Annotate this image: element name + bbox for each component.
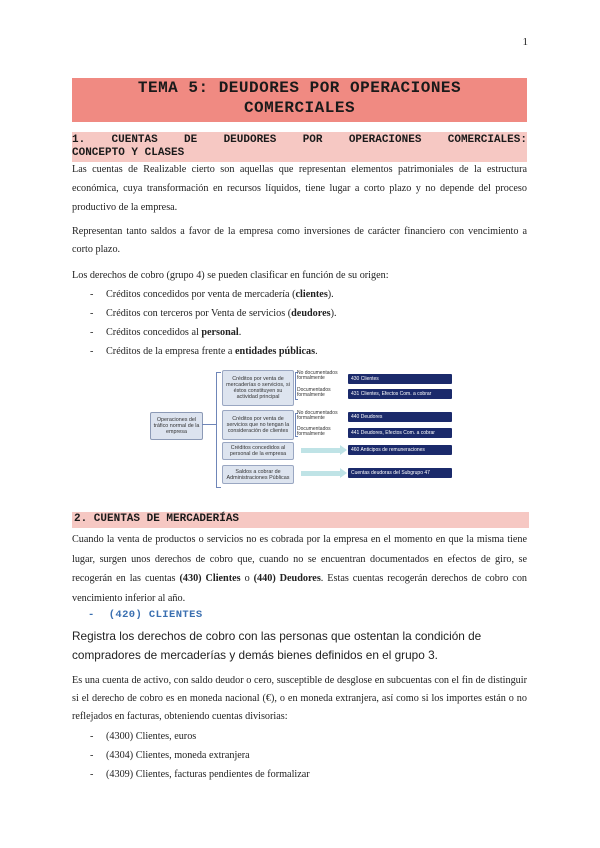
diagram-account-box: 460 Anticipos de remuneraciones: [348, 445, 452, 455]
list-item: - Créditos concedidos al personal.: [90, 327, 242, 338]
subaccounts-list: [72, 727, 527, 784]
list-item: - (4304) Clientes, moneda extranjera: [90, 750, 250, 761]
diagram-account-box: 441 Deudores, Efectos Com. a cobrar: [348, 428, 452, 438]
diagram-sub-label: No documentados formalmente: [297, 370, 338, 381]
diagram-sub-label: No documentados formalmente: [297, 410, 338, 421]
diagram-sub-label: Documentados formalmente: [297, 426, 331, 437]
diagram-category-box: Créditos por venta de servicios que no tengan la consideración de clientes: [222, 410, 294, 440]
heading-word: 1.: [72, 134, 86, 146]
heading-word: CUENTAS: [111, 134, 158, 146]
page-title: [72, 78, 527, 122]
list-item: - Créditos concedidos por venta de mercadería (clientes).: [90, 289, 334, 300]
paragraph: Los derechos de cobro (grupo 4) se pueden clasificar en función de su origen:: [72, 270, 389, 281]
list-item: - (4300) Clientes, euros: [90, 731, 197, 742]
paragraph: Cuando la venta de productos o servicios no es cobrada por la empresa en el momento en que la misma tiene lugar, surgen unos derechos de cobro que, cuando no se encuentran documentados en efectos de giro, se recogerán en las cuentas (430) Clientes o (440) Deudores. Estas cuentas recogerán derechos de cobro con vencimiento inferior al año.: [72, 534, 528, 604]
heading-word: DE: [184, 134, 198, 146]
section-1-heading: [72, 132, 527, 162]
list-item: - Créditos de la empresa frente a entidades públicas.: [90, 346, 318, 357]
paragraph: Representan tanto saldos a favor de la empresa como inversiones de carácter financiero con vencimiento a corto plazo.: [72, 226, 527, 255]
credit-classification-diagram: [150, 368, 453, 490]
heading-word: OPERACIONES: [348, 134, 422, 146]
paragraph: Es una cuenta de activo, con saldo deudor o cero, susceptible de desglose en subcuentas con el fin de distinguir si el derecho de cobro es en moneda nacional (€), o en moneda extranjera, así como si los importes están o no reflejados en facturas, obteniendo cuentas divisorias:: [72, 675, 527, 722]
list-item: - (4309) Clientes, facturas pendientes de formalizar: [90, 769, 310, 780]
heading-word: COMERCIALES:: [447, 134, 527, 146]
credit-types-list: [72, 285, 527, 361]
diagram-arrow: [301, 448, 341, 453]
diagram-bracket: [216, 372, 221, 488]
diagram-category-box: Créditos concedidos al personal de la empresa: [222, 442, 294, 460]
heading-word: POR: [302, 134, 323, 146]
heading-word: DEUDORES: [223, 134, 277, 146]
diagram-category-box: Saldos a cobrar de Administraciones Públicas: [222, 465, 294, 484]
diagram-account-box: Cuentas deudoras del Subgrupo 47: [348, 468, 452, 478]
diagram-account-box: 431 Clientes, Efectos Com. a cobrar: [348, 389, 452, 399]
diagram-arrow: [301, 471, 341, 476]
subheading-clientes: - (420) CLIENTES: [88, 609, 203, 621]
diagram-root-box: Operaciones del tráfico normal de la empresa: [150, 412, 203, 440]
title-line-2: COMERCIALES: [243, 99, 356, 117]
diagram-account-box: 440 Deudores: [348, 412, 452, 422]
section-2-heading: 2. CUENTAS DE MERCADERÍAS: [72, 512, 529, 528]
diagram-sub-label: Documentados formalmente: [297, 387, 331, 398]
diagram-connector: [202, 424, 216, 425]
paragraph: Registra los derechos de cobro con las personas que ostentan la condición de compradores de mercaderías y demás bienes definidos en el grupo 3.: [72, 629, 482, 662]
diagram-account-box: 430 Clientes: [348, 374, 452, 384]
heading-line-2: CONCEPTO Y CLASES: [72, 147, 185, 159]
list-item: - Créditos con terceros por Venta de servicios (deudores).: [90, 308, 337, 319]
page-number: 1: [522, 36, 528, 48]
diagram-category-box: Créditos por venta de mercaderías o servicios, si éstos constituyen su actividad principal: [222, 370, 294, 406]
title-line-1: TEMA 5: DEUDORES POR OPERACIONES: [137, 79, 462, 97]
paragraph: Las cuentas de Realizable cierto son aquellas que representan elementos patrimoniales de la estructura económica, cuya transformación en recursos líquidos, tiene lugar a corto plazo y no depende del proceso productivo de la empresa.: [72, 164, 527, 213]
